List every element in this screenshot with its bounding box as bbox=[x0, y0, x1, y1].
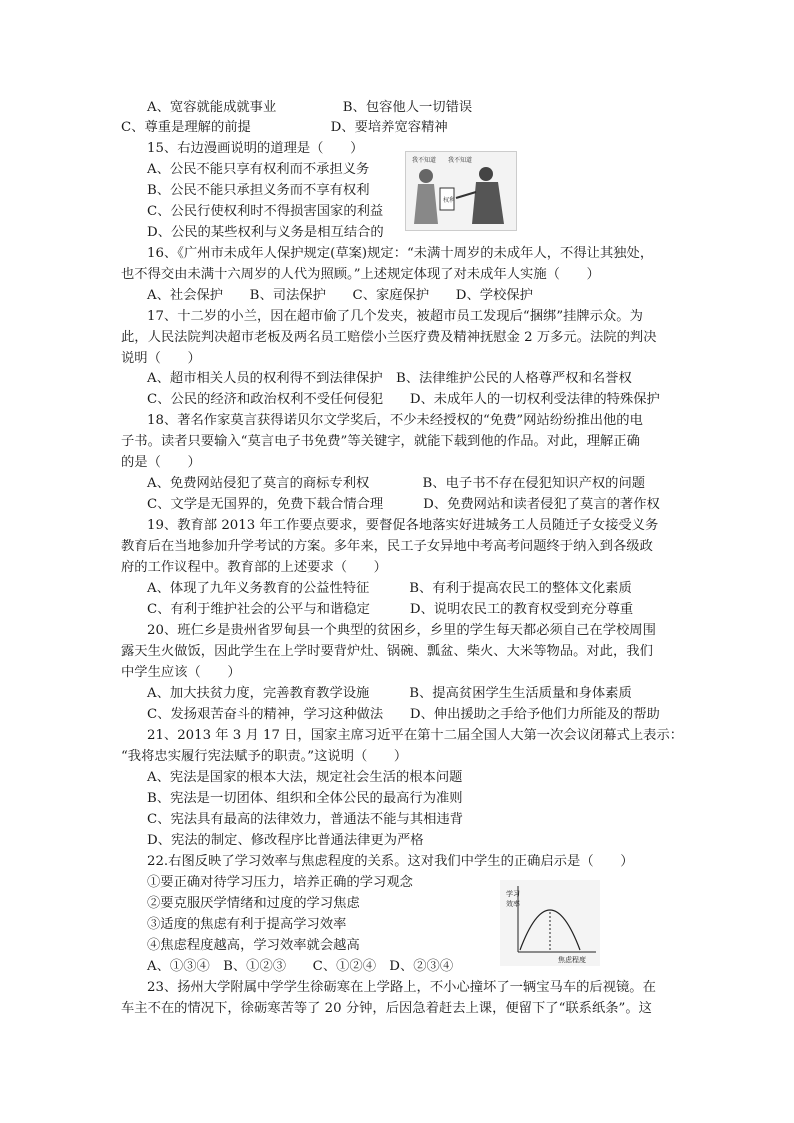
anxiety-efficiency-graph bbox=[500, 880, 600, 966]
text-line: 15、右边漫画说明的道理是（ ） bbox=[147, 141, 364, 156]
text-line: 23、扬州大学附属中学学生徐砺寒在上学路上，不小心撞坏了一辆宝马车的后视镜。在 bbox=[147, 980, 656, 995]
text-line: “我将忠实履行宪法赋予的职责。”这说明（ ） bbox=[121, 749, 408, 764]
text-line: C、文学是无国界的，免费下载合情合理 D、免费网站和读者侵犯了莫言的著作权 bbox=[147, 497, 660, 512]
text-line: D、宪法的制定、修改程序比普通法律更为严格 bbox=[147, 833, 424, 848]
text-line: 此，人民法院判决超市老板及两名员工赔偿小兰医疗费及精神抚慰金 2 万多元。法院的判决 bbox=[121, 330, 657, 345]
text-line: A、社会保护 B、司法保护 C、家庭保护 D、学校保护 bbox=[147, 288, 533, 303]
graph-xlabel: 焦虑程度 bbox=[558, 956, 586, 964]
text-line: C、有利于维护社会的公平与和谐稳定 D、说明农民工的教育权受到充分尊重 bbox=[147, 602, 634, 617]
text-line: C、公民行使权利时不得损害国家的利益 bbox=[147, 204, 384, 219]
text-line: ①要正确对待学习压力，培养正确的学习观念 bbox=[147, 875, 413, 890]
graph-ylabel-1: 学习 bbox=[506, 890, 520, 898]
cartoon-caption-left: 我不知道 bbox=[412, 157, 437, 164]
text-line: C、宪法具有最高的法律效力，普通法不能与其相违背 bbox=[147, 812, 464, 827]
text-line: B、公民不能只承担义务而不享有权利 bbox=[147, 183, 370, 198]
text-line: 府的工作议程中。教育部的上述要求（ ） bbox=[121, 560, 387, 575]
text-line: A、加大扶贫力度，完善教育教学设施 B、提高贫困学生生活质量和身体素质 bbox=[147, 686, 632, 701]
text-line: 说明（ ） bbox=[121, 351, 201, 366]
text-line: B、宪法是一切团体、组织和全体公民的最高行为准则 bbox=[147, 791, 463, 806]
text-line: A、宪法是国家的根本大法，规定社会生活的根本问题 bbox=[147, 770, 463, 785]
text-line: A、体现了九年义务教育的公益性特征 B、有利于提高农民工的整体文化素质 bbox=[147, 581, 632, 596]
text-line: C、尊重是理解的前提 D、要培养宽容精神 bbox=[121, 120, 448, 135]
text-line: 教育后在当地参加升学考试的方案。多年来，民工子女异地中考高考问题终于纳入到各级政 bbox=[121, 539, 653, 554]
text-line: 子书。读者只要输入“莫言电子书免费”等关键字，就能下载到他的作品。对此，理解正确 bbox=[121, 434, 640, 449]
text-line: A、免费网站侵犯了莫言的商标专利权 B、电子书不存在侵犯知识产权的问题 bbox=[147, 476, 646, 491]
text-line: 16、《广州市未成年人保护规定(草案)规定：“未满十周岁的未成年人，不得让其独处， bbox=[147, 246, 654, 261]
text-line: A、超市相关人员的权利得不到法律保护 B、法律维护公民的人格尊严权和名誉权 bbox=[147, 371, 632, 386]
text-line: 的是（ ） bbox=[121, 455, 201, 470]
text-line: ④焦虑程度越高，学习效率就会越高 bbox=[147, 938, 360, 953]
text-line: A、宽容就能成就事业 B、包容他人一切错误 bbox=[147, 100, 473, 115]
text-line: 露天生火做饭，因此学生在上学时要背炉灶、锅碗、瓢盆、柴火、大米等物品。对此，我们 bbox=[121, 644, 653, 659]
text-line: 21、2013 年 3 月 17 日，国家主席习近平在第十二届全国人大第一次会议闭幕式上表示： bbox=[147, 728, 684, 743]
text-line: 18、著名作家莫言获得诺贝尔文学奖后，不少未经授权的“免费”网站纷纷推出他的电 bbox=[147, 413, 643, 428]
text-line: C、发扬艰苦奋斗的精神，学习这种做法 D、伸出援助之手给予他们力所能及的帮助 bbox=[147, 707, 660, 722]
text-line: 17、十二岁的小兰，因在超市偷了几个发夹，被超市员工发现后“捆绑”挂牌示众。为 bbox=[147, 309, 643, 324]
text-line: ③适度的焦虑有利于提高学习效率 bbox=[147, 917, 347, 932]
text-line: ②要克服厌学情绪和过度的学习焦虑 bbox=[147, 896, 360, 911]
text-line: A、公民不能只享有权利而不承担义务 bbox=[147, 162, 370, 177]
cartoon-image bbox=[405, 151, 517, 231]
text-line: 19、教育部 2013 年工作要点要求，要督促各地落实好进城务工人员随迁子女接受义务 bbox=[147, 518, 659, 533]
text-line: 22.右图反映了学习效率与焦虑程度的关系。这对我们中学生的正确启示是（ ） bbox=[147, 854, 634, 869]
cartoon-sign-text: 权利 bbox=[443, 197, 456, 204]
text-line: A、①③④ B、①②③ C、①②④ D、②③④ bbox=[147, 959, 454, 974]
cartoon-caption-right: 我不知道 bbox=[448, 157, 473, 164]
text-line: D、公民的某些权利与义务是相互结合的 bbox=[147, 225, 384, 240]
text-line: 中学生应该（ ） bbox=[121, 665, 241, 680]
text-line: 也不得交由未满十六周岁的人代为照顾。”上述规定体现了对未成年人实施（ ） bbox=[121, 267, 600, 282]
text-line: 20、班仁乡是贵州省罗甸县一个典型的贫困乡，乡里的学生每天都必须自己在学校周围 bbox=[147, 623, 656, 638]
text-line: C、公民的经济和政治权利不受任何侵犯 D、未成年人的一切权利受法律的特殊保护 bbox=[147, 392, 660, 407]
text-line: 车主不在的情况下，徐砺寒苦等了 20 分钟，后因急着赶去上课，便留下了“联系纸条”。这 bbox=[121, 1001, 652, 1016]
graph-ylabel-2: 效率 bbox=[506, 900, 520, 908]
